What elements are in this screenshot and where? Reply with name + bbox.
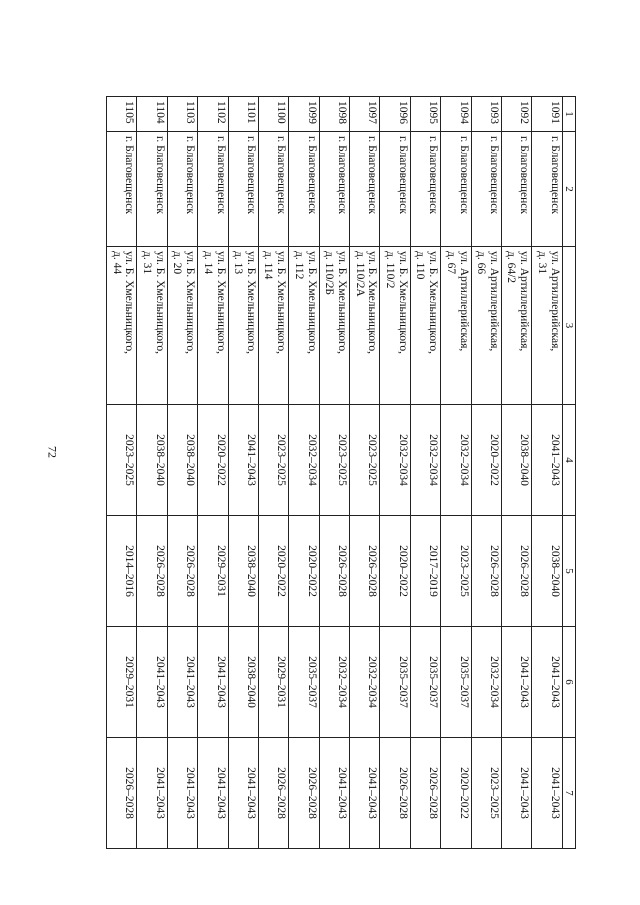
- city-cell: г. Благовещенск: [228, 132, 258, 247]
- row-number-cell: 1105: [107, 97, 137, 132]
- period-col5-cell: 2038–2040: [228, 516, 258, 627]
- housing-repair-schedule-table: [106, 96, 576, 849]
- city-cell: г. Благовещенск: [410, 132, 440, 247]
- period-col5-cell: 2029–2031: [198, 516, 228, 627]
- address-cell: ул. Б. Хмельницкого, д. 44: [107, 247, 137, 405]
- table-row: [289, 97, 319, 849]
- row-number-cell: 1101: [228, 97, 258, 132]
- period-col6-cell: 2041–2043: [501, 627, 531, 738]
- period-col6-cell: 2035–2037: [410, 627, 440, 738]
- city-cell: г. Благовещенск: [258, 132, 288, 247]
- city-cell: г. Благовещенск: [350, 132, 380, 247]
- table-row: [532, 97, 562, 849]
- period-col7-cell: 2023–2025: [471, 738, 501, 849]
- row-number-cell: 1099: [289, 97, 319, 132]
- period-col7-cell: 2026–2028: [258, 738, 288, 849]
- city-cell: г. Благовещенск: [380, 132, 410, 247]
- period-col6-cell: 2032–2034: [471, 627, 501, 738]
- row-number-cell: 1104: [137, 97, 167, 132]
- period-col7-cell: 2041–2043: [501, 738, 531, 849]
- period-col7-cell: 2041–2043: [228, 738, 258, 849]
- period-col5-cell: 2014–2016: [107, 516, 137, 627]
- row-number-cell: 1102: [198, 97, 228, 132]
- period-col4-cell: 2020–2022: [198, 405, 228, 516]
- city-cell: г. Благовещенск: [137, 132, 167, 247]
- address-cell: ул. Б. Хмельницкого, д. 110/2: [380, 247, 410, 405]
- row-number-cell: 1096: [380, 97, 410, 132]
- period-col4-cell: 2038–2040: [137, 405, 167, 516]
- column-header: 6: [562, 627, 575, 738]
- table-row: [137, 97, 167, 849]
- period-col7-cell: 2026–2028: [410, 738, 440, 849]
- row-number-cell: 1092: [501, 97, 531, 132]
- period-col5-cell: 2038–2040: [532, 516, 562, 627]
- period-col6-cell: 2035–2037: [289, 627, 319, 738]
- address-cell: ул. Б. Хмельницкого, д. 114: [258, 247, 288, 405]
- address-cell: ул. Б. Хмельницкого, д. 112: [289, 247, 319, 405]
- period-col5-cell: 2020–2022: [289, 516, 319, 627]
- period-col5-cell: 2026–2028: [471, 516, 501, 627]
- period-col6-cell: 2035–2037: [441, 627, 471, 738]
- period-col7-cell: 2026–2028: [107, 738, 137, 849]
- table-row: [319, 97, 349, 849]
- address-cell: ул. Артиллерийская, д. 67: [441, 247, 471, 405]
- period-col7-cell: 2041–2043: [167, 738, 197, 849]
- period-col5-cell: 2023–2025: [441, 516, 471, 627]
- period-col6-cell: 2032–2034: [350, 627, 380, 738]
- city-cell: г. Благовещенск: [471, 132, 501, 247]
- period-col5-cell: 2020–2022: [380, 516, 410, 627]
- period-col4-cell: 2032–2034: [289, 405, 319, 516]
- period-col4-cell: 2041–2043: [532, 405, 562, 516]
- city-cell: г. Благовещенск: [319, 132, 349, 247]
- row-number-cell: 1097: [350, 97, 380, 132]
- address-cell: ул. Б. Хмельницкого, д. 31: [137, 247, 167, 405]
- period-col6-cell: 2029–2031: [107, 627, 137, 738]
- row-number-cell: 1093: [471, 97, 501, 132]
- period-col5-cell: 2026–2028: [319, 516, 349, 627]
- city-cell: г. Благовещенск: [532, 132, 562, 247]
- table-row: [501, 97, 531, 849]
- table-row: [441, 97, 471, 849]
- table-row: [471, 97, 501, 849]
- table-body: [107, 97, 563, 849]
- period-col5-cell: 2017–2019: [410, 516, 440, 627]
- period-col7-cell: 2041–2043: [137, 738, 167, 849]
- period-col5-cell: 2026–2028: [137, 516, 167, 627]
- period-col7-cell: 2026–2028: [289, 738, 319, 849]
- period-col6-cell: 2041–2043: [137, 627, 167, 738]
- period-col4-cell: 2032–2034: [441, 405, 471, 516]
- column-header: 3: [562, 247, 575, 405]
- period-col7-cell: 2041–2043: [350, 738, 380, 849]
- period-col6-cell: 2032–2034: [319, 627, 349, 738]
- address-cell: ул. Артиллерийская, д. 31: [532, 247, 562, 405]
- column-header: 7: [562, 738, 575, 849]
- period-col4-cell: 2038–2040: [167, 405, 197, 516]
- period-col5-cell: 2026–2028: [350, 516, 380, 627]
- table-row: [258, 97, 288, 849]
- table-row: [198, 97, 228, 849]
- period-col7-cell: 2041–2043: [532, 738, 562, 849]
- period-col4-cell: 2038–2040: [501, 405, 531, 516]
- address-cell: ул. Б. Хмельницкого, д. 110/2Б: [319, 247, 349, 405]
- address-cell: ул. Б. Хмельницкого, д. 13: [228, 247, 258, 405]
- period-col6-cell: 2041–2043: [167, 627, 197, 738]
- period-col4-cell: 2032–2034: [410, 405, 440, 516]
- address-cell: ул. Б. Хмельницкого, д. 110/2А: [350, 247, 380, 405]
- table-row: [167, 97, 197, 849]
- city-cell: г. Благовещенск: [107, 132, 137, 247]
- column-header: 2: [562, 132, 575, 247]
- period-col6-cell: 2041–2043: [198, 627, 228, 738]
- period-col5-cell: 2026–2028: [501, 516, 531, 627]
- city-cell: г. Благовещенск: [198, 132, 228, 247]
- period-col6-cell: 2035–2037: [380, 627, 410, 738]
- period-col7-cell: 2041–2043: [198, 738, 228, 849]
- city-cell: г. Благовещенск: [441, 132, 471, 247]
- address-cell: ул. Артиллерийская, д. 64/2: [501, 247, 531, 405]
- city-cell: г. Благовещенск: [167, 132, 197, 247]
- city-cell: г. Благовещенск: [501, 132, 531, 247]
- period-col5-cell: 2026–2028: [167, 516, 197, 627]
- rotated-table-container: [106, 96, 576, 848]
- row-number-cell: 1103: [167, 97, 197, 132]
- city-cell: г. Благовещенск: [289, 132, 319, 247]
- column-header: 1: [562, 97, 575, 132]
- period-col7-cell: 2041–2043: [319, 738, 349, 849]
- page-number: 72: [45, 446, 60, 458]
- table-row: [410, 97, 440, 849]
- address-cell: ул. Б. Хмельницкого, д. 110: [410, 247, 440, 405]
- table-row: [228, 97, 258, 849]
- address-cell: ул. Артиллерийская, д. 66: [471, 247, 501, 405]
- table-row: [380, 97, 410, 849]
- period-col4-cell: 2020–2022: [471, 405, 501, 516]
- address-cell: ул. Б. Хмельницкого, д. 20: [167, 247, 197, 405]
- period-col4-cell: 2023–2025: [350, 405, 380, 516]
- period-col6-cell: 2041–2043: [532, 627, 562, 738]
- row-number-cell: 1094: [441, 97, 471, 132]
- table-row: [350, 97, 380, 849]
- period-col5-cell: 2020–2022: [258, 516, 288, 627]
- row-number-cell: 1095: [410, 97, 440, 132]
- period-col4-cell: 2023–2025: [319, 405, 349, 516]
- period-col4-cell: 2041–2043: [228, 405, 258, 516]
- row-number-cell: 1100: [258, 97, 288, 132]
- row-number-cell: 1098: [319, 97, 349, 132]
- period-col6-cell: 2038–2040: [228, 627, 258, 738]
- table-row: [107, 97, 137, 849]
- period-col7-cell: 2020–2022: [441, 738, 471, 849]
- address-cell: ул. Б. Хмельницкого, д. 14: [198, 247, 228, 405]
- column-header: 4: [562, 405, 575, 516]
- table-header-row: [562, 97, 575, 849]
- period-col6-cell: 2029–2031: [258, 627, 288, 738]
- period-col4-cell: 2032–2034: [380, 405, 410, 516]
- period-col7-cell: 2026–2028: [380, 738, 410, 849]
- row-number-cell: 1091: [532, 97, 562, 132]
- period-col4-cell: 2023–2025: [258, 405, 288, 516]
- period-col4-cell: 2023–2025: [107, 405, 137, 516]
- column-header: 5: [562, 516, 575, 627]
